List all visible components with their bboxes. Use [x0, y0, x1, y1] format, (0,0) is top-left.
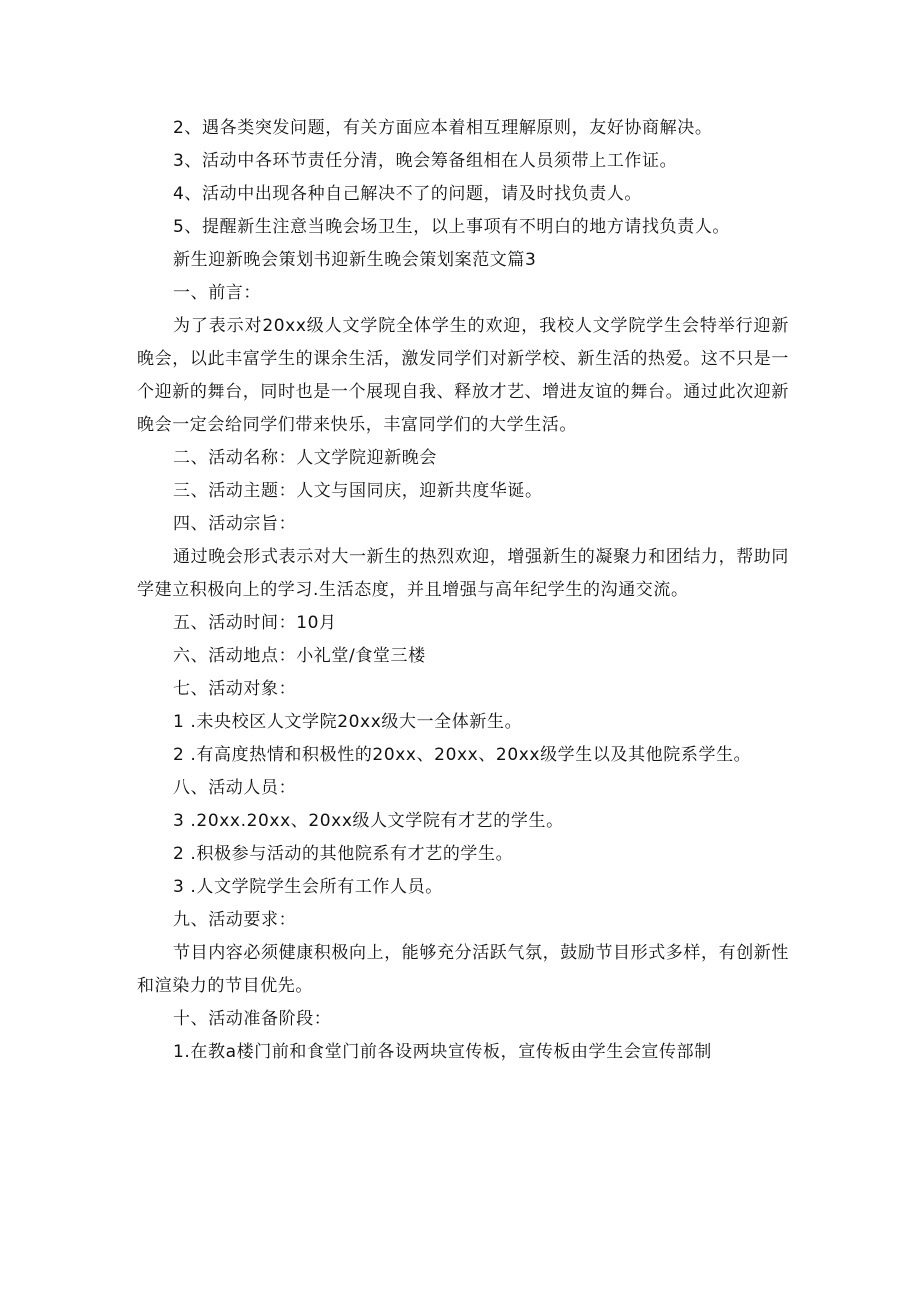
staff-item-2: 2 .积极参与活动的其他院系有才艺的学生。	[173, 844, 514, 864]
preparation-item-1: 1.在教a楼门前和食堂门前各设两块宣传板，宣传板由学生会宣传部制	[173, 1042, 712, 1062]
heading-preparation-stage: 十、活动准备阶段：	[173, 1009, 332, 1029]
preface-paragraph: 为了表示对20xx级人文学院全体学生的欢迎，我校人文学院学生会特举行迎新晚会，以此丰富学生的课余生活，激发同学们对新学校、新生活的热爱。这不只是一个迎新的舞台，同时也是一个展现自我、释放才艺、增进友谊的舞台。通过此次迎新晚会一定会给同学们带来快乐，丰富同学们的大学生活。	[137, 316, 789, 435]
heading-preface: 一、前言：	[173, 283, 261, 303]
heading-activity-location: 六、活动地点：小礼堂/食堂三楼	[173, 646, 426, 666]
heading-activity-theme: 三、活动主题：人文与国同庆，迎新共度华诞。	[173, 481, 543, 501]
heading-activity-target: 七、活动对象：	[173, 679, 297, 699]
requirements-paragraph: 节目内容必须健康积极向上，能够充分活跃气氛，鼓励节目形式多样，有创新性和渲染力的节目优先。	[137, 943, 789, 996]
heading-activity-requirements: 九、活动要求：	[173, 910, 297, 930]
heading-activity-purpose: 四、活动宗旨：	[173, 514, 297, 534]
rule-line-4: 4、活动中出现各种自己解决不了的问题，请及时找负责人。	[173, 184, 643, 204]
rule-line-2: 2、遇各类突发问题，有关方面应本着相互理解原则，友好协商解决。	[173, 118, 713, 138]
staff-item-3: 3 .人文学院学生会所有工作人员。	[173, 877, 443, 897]
staff-item-1: 3 .20xx.20xx、20xx级人文学院有才艺的学生。	[173, 811, 564, 831]
document-body	[137, 112, 797, 1069]
purpose-paragraph: 通过晚会形式表示对大一新生的热烈欢迎，增强新生的凝聚力和团结力，帮助同学建立积极向上的学习.生活态度，并且增强与高年纪学生的沟通交流。	[137, 547, 789, 600]
target-item-1: 1 .未央校区人文学院20xx级大一全体新生。	[173, 712, 523, 732]
rule-line-5: 5、提醒新生注意当晚会场卫生，以上事项有不明白的地方请找负责人。	[173, 217, 731, 237]
target-item-2: 2 .有高度热情和积极性的20xx、20xx、20xx级学生以及其他院系学生。	[173, 745, 752, 765]
rule-line-3: 3、活动中各环节责任分清，晚会筹备组相在人员须带上工作证。	[173, 151, 678, 171]
heading-activity-staff: 八、活动人员：	[173, 778, 297, 798]
heading-activity-time: 五、活动时间：10月	[173, 613, 337, 633]
heading-activity-name: 二、活动名称：人文学院迎新晚会	[173, 448, 437, 468]
section-title: 新生迎新晚会策划书迎新生晚会策划案范文篇3	[173, 250, 537, 270]
